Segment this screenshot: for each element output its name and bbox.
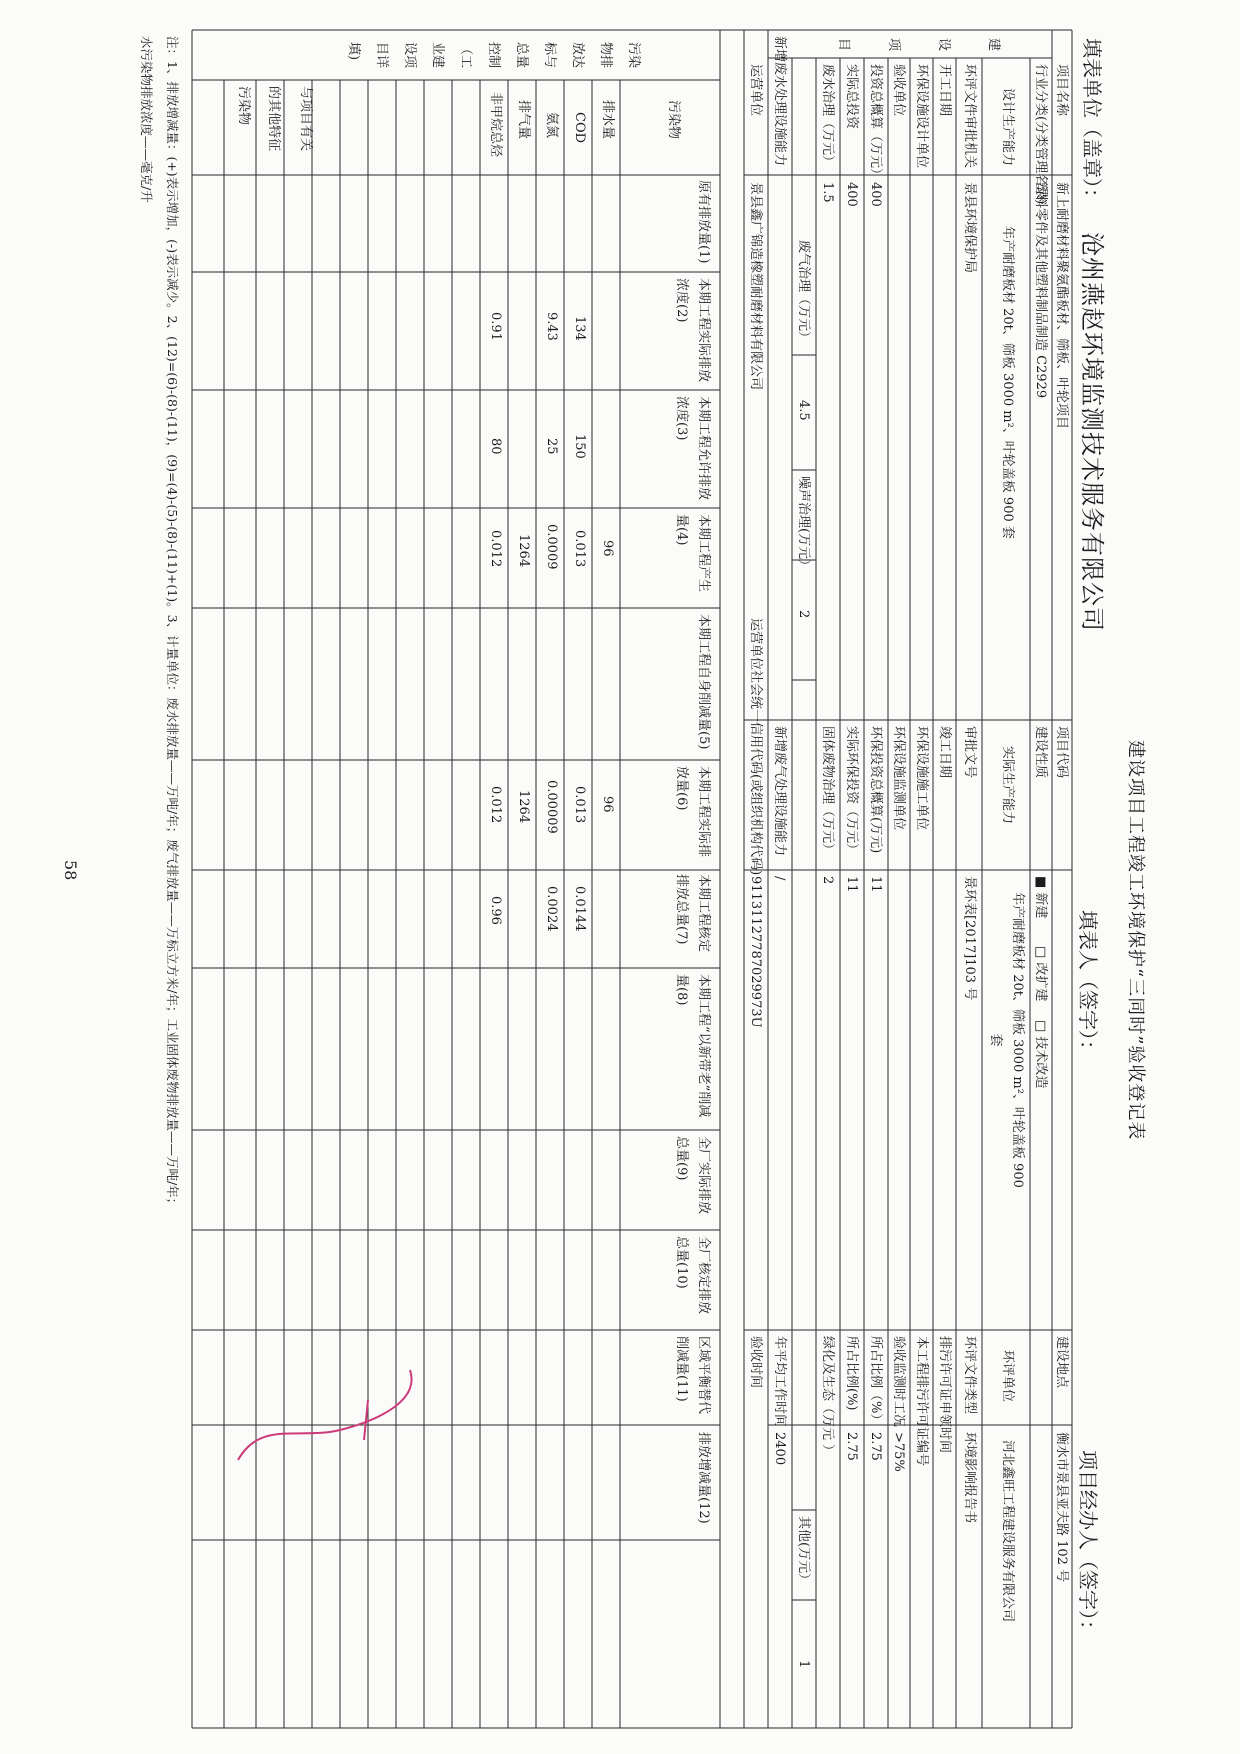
water-value: 1.5: [820, 182, 835, 203]
col-header-5: 本期工程自身削减量(5): [696, 614, 711, 750]
row-value: 1264: [516, 534, 531, 568]
side-label-build-1: 建: [986, 38, 1001, 52]
other-pollutant-label-1: 与项目有关: [298, 86, 313, 152]
side-label-pollutant-9: 设项: [402, 42, 417, 69]
eia-unit-label: 环评单位: [1000, 1350, 1015, 1403]
nature-new: ■ 新建: [1033, 876, 1048, 919]
approval-org-value: 景县环境保护局: [962, 182, 977, 274]
approval-no-value: 景环表[2017]103 号: [962, 876, 977, 1001]
actual-invest-label: 实际总投资: [844, 64, 859, 130]
col-header-1: 原有排放量(1): [696, 180, 711, 264]
filler-unit-value: 沧州燕赵环境监测技术服务有限公司: [1078, 232, 1106, 632]
col-header-10: 全厂核定排放总量(10): [674, 1236, 711, 1315]
row-value: 0.96: [488, 896, 503, 925]
row-name: 排水量: [600, 100, 615, 140]
signature-mark: [230, 1360, 420, 1480]
env-invest-value: 11: [868, 876, 883, 893]
col-header-2: 本期工程实际排放浓度(2): [674, 278, 711, 383]
col-header-11: 区域平衡替代削减量(11): [674, 1336, 711, 1415]
actual-env-invest-label: 实际环保投资（万元）: [844, 726, 859, 857]
design-capacity-label: 设计生产能力: [1000, 88, 1015, 167]
credit-code-label: 运营单位社会统一信用代码(或组织机构代码): [748, 618, 763, 876]
side-label-pollutant-5: 总量: [514, 42, 529, 69]
row-value: 0.013: [572, 786, 587, 824]
gas-value: 4.5: [796, 400, 811, 421]
acceptance-time-label: 验收时间: [748, 1336, 763, 1389]
row-value: 134: [572, 316, 587, 341]
work-hours-label: 年平均工作时间: [772, 1336, 787, 1428]
col-header-6: 本期工程实际排放量(6): [674, 766, 711, 858]
env-invest-label: 环保投资总概算(万元): [868, 726, 883, 854]
actual-invest-value: 400: [844, 182, 859, 207]
actual-env-invest-value: 11: [844, 876, 859, 893]
nature-label: 建设性质: [1033, 726, 1048, 779]
industry-label: 行业分类(分类管理名录): [1033, 64, 1048, 205]
footnote-1: 注：1、排放增减量：(+)表示增加，(-)表示减少。2、(12)=(6)-(8)-(11)，(9)=(4)-(5)-(8)-(11)+(1)。3、计量单位：废水排放量——万吨/年；废气排放量——万标立方米/年；工业固体废物排放量——万吨/年；: [165, 36, 180, 1211]
side-label-pollutant-6: 控制: [486, 42, 501, 69]
design-capacity-value: 年产耐磨板材 20t、筛板 3000 m²、叶轮盖板 900 套: [1000, 226, 1015, 539]
location-value: 衡水市景县亚夫路 102 号: [1054, 1432, 1069, 1583]
side-label-pollutant-1: 污染: [626, 42, 641, 69]
row-value: 0.012: [488, 530, 503, 568]
row-value: 9.43: [544, 312, 559, 341]
eia-type-value: 环境影响报告书: [962, 1432, 977, 1524]
operator-value: 景县鑫广锦造橡塑耐磨材料有限公司: [748, 182, 763, 391]
pollutant-header: 污染物: [666, 100, 681, 140]
actual-capacity-label: 实际生产能力: [1000, 746, 1015, 825]
col-header-7: 本期工程核定排放总量(7): [674, 874, 711, 953]
gas-label: 废气治理（万元）: [796, 240, 811, 345]
row-value: 0.0024: [544, 886, 559, 932]
other-label: 其他(万元）: [796, 1516, 811, 1587]
project-name-label: 项目名称: [1054, 64, 1069, 117]
invest-total-label: 投资总概算（万元）: [868, 64, 883, 182]
other-pollutant-label-2: 的其他特征: [266, 86, 281, 152]
col-header-9: 全厂实际排放总量(9): [674, 1136, 711, 1215]
row-value: 80: [488, 438, 503, 455]
row-value: 0.013: [572, 530, 587, 568]
document-title: 建设项目工程竣工环境保护“三同时”验收登记表: [1125, 740, 1146, 1141]
filler-unit-label: 填表单位（盖章）：: [1080, 38, 1104, 208]
row-value: 0.0009: [544, 524, 559, 570]
other-pollutant-label-3: 污染物: [236, 86, 251, 126]
row-value: 0.0144: [572, 886, 587, 932]
side-label-pollutant-7: （工: [458, 42, 473, 69]
side-label-pollutant-2: 物排: [598, 42, 613, 69]
ratio2-value: 2.75: [844, 1432, 859, 1461]
row-value: 0.91: [488, 312, 503, 341]
row-name: 非甲烷总烃: [488, 92, 503, 158]
invest-total-value: 400: [868, 182, 883, 207]
page-number: 58: [61, 860, 80, 881]
project-name-value: 新上耐磨材料聚氨酯板材、筛板、叶轮项目: [1054, 182, 1069, 430]
row-name: COD: [572, 112, 587, 144]
monitor-unit-label: 环保设施监测单位: [891, 726, 906, 831]
eia-type-label: 环评文件类型: [962, 1336, 977, 1415]
solid-value: 2: [820, 876, 835, 885]
start-date-label: 开工日期: [937, 64, 952, 117]
footnote-2: 水污染物排放浓度——毫克/升: [139, 36, 154, 203]
new-gas-cap-label: 新增废气处理设施能力: [772, 726, 787, 857]
approval-org-label: 环评文件审批机关: [962, 64, 977, 169]
industry-value: 塑料零件及其他塑料制品制造 C2929: [1033, 182, 1048, 399]
side-label-pollutant-10: 目详: [374, 42, 389, 69]
acceptance-unit-label: 验收单位: [891, 64, 906, 117]
col-header-12: 排放增减量(12): [696, 1432, 711, 1524]
solid-label: 固体废物治理（万元）: [820, 726, 835, 857]
ratio1-value: 2.75: [868, 1432, 883, 1461]
filler-person-label: 填表人（签字）：: [1076, 910, 1100, 1060]
ratio1-label: 所占比例（%）: [868, 1336, 883, 1427]
location-label: 建设地点: [1054, 1336, 1069, 1389]
approval-no-label: 审批文号: [962, 726, 977, 779]
green-label: 绿化及生态（万元 ）: [820, 1336, 835, 1458]
col-header-3: 本期工程允许排放浓度(3): [674, 396, 711, 501]
monitor-condition-value: >75%: [891, 1432, 906, 1472]
monitor-condition-label: 验收监测时工况: [891, 1336, 906, 1428]
new-gas-cap-value: /: [772, 876, 787, 881]
project-code-label: 项目代码: [1054, 726, 1069, 779]
permit-no-label: 本工程排污许可证编号: [914, 1336, 929, 1467]
eia-unit-value: 河北鑫旺工程建设服务有限公司: [1000, 1440, 1015, 1623]
design-unit-label: 环保设施设计单位: [914, 64, 929, 169]
water-label: 废水治理（万元）: [820, 64, 835, 169]
build-unit-label: 环保设施施工单位: [914, 726, 929, 831]
row-value: 96: [600, 796, 615, 813]
other-value: 1: [796, 1660, 811, 1669]
row-value: 1264: [516, 790, 531, 824]
side-label-pollutant-4: 标与: [542, 42, 557, 69]
row-name: 排气量: [516, 100, 531, 140]
row-name: 氨氮: [544, 112, 559, 139]
row-value: 25: [544, 438, 559, 455]
work-hours-value: 2400: [772, 1432, 787, 1466]
credit-code-value: 91131127787029973U: [748, 876, 763, 1028]
complete-date-label: 竣工日期: [937, 726, 952, 779]
nature-expand: □ 改扩建: [1033, 946, 1048, 1002]
manager-label: 项目经办人（签字）：: [1076, 1450, 1100, 1640]
col-header-8: 本期工程“以新带老”削减量(8): [674, 974, 711, 1118]
side-label-pollutant-3: 放达: [570, 42, 585, 69]
ratio2-label: 所占比例(%): [844, 1336, 859, 1411]
nature-tech: □ 技术改造: [1033, 1020, 1048, 1089]
noise-label: 噪声治理(万元）: [796, 476, 811, 573]
row-value: 96: [600, 540, 615, 557]
actual-capacity-value: 年产耐磨板材 20t、筛板 3000 m²、叶轮盖板 900 套: [988, 892, 1025, 1188]
row-value: 150: [572, 434, 587, 459]
side-label-build-2: 设: [936, 38, 951, 52]
col-header-4: 本期工程产生量(4): [674, 514, 711, 593]
side-label-pollutant-11: 填): [346, 42, 361, 61]
side-label-pollutant-8: 业建: [430, 42, 445, 69]
side-label-build-3: 项: [886, 38, 901, 52]
permit-time-label: 排污许可证申领时间: [937, 1336, 952, 1454]
side-label-build-4: 目: [836, 38, 851, 52]
noise-value: 2: [796, 610, 811, 619]
new-water-cap-label: 新增废水处理设施能力: [772, 36, 787, 167]
operator-label: 运营单位: [748, 64, 763, 117]
row-value: 0.012: [488, 786, 503, 824]
row-value: 0.00009: [544, 780, 559, 834]
